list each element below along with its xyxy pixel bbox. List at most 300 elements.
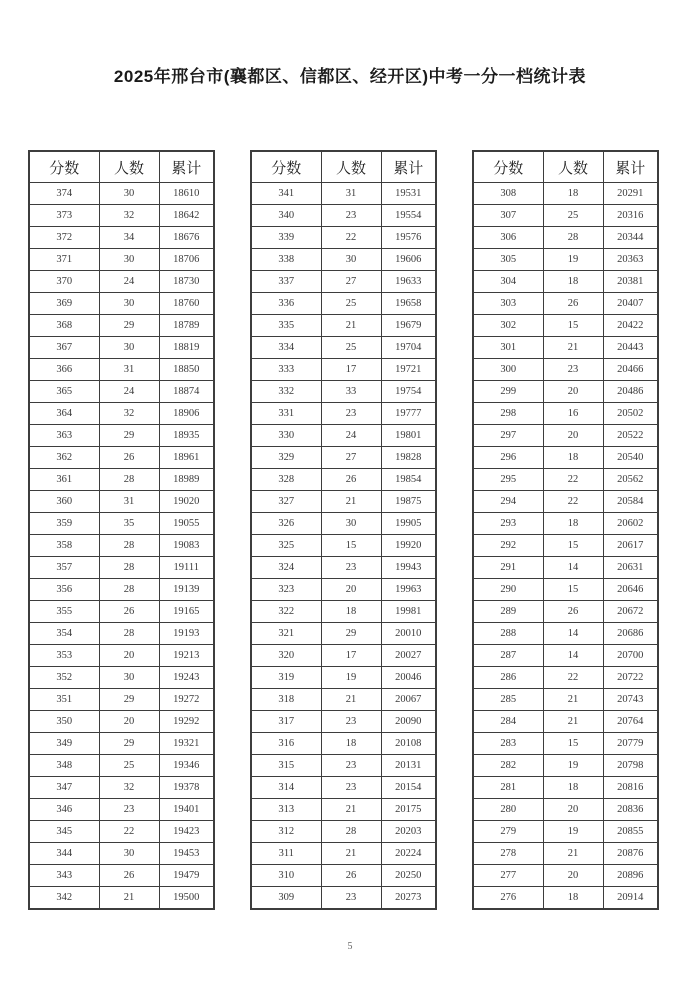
score-cell: 341 bbox=[251, 183, 321, 205]
cumulative-cell: 20422 bbox=[603, 315, 658, 337]
count-cell: 18 bbox=[543, 271, 603, 293]
score-cell: 370 bbox=[29, 271, 99, 293]
count-cell: 28 bbox=[99, 623, 159, 645]
count-cell: 19 bbox=[543, 755, 603, 777]
table-row bbox=[29, 557, 214, 579]
score-cell: 363 bbox=[29, 425, 99, 447]
cumulative-cell: 19721 bbox=[381, 359, 436, 381]
cumulative-cell: 19875 bbox=[381, 491, 436, 513]
table-row bbox=[29, 777, 214, 799]
cumulative-cell: 18789 bbox=[159, 315, 214, 337]
cumulative-cell: 20686 bbox=[603, 623, 658, 645]
table-row bbox=[29, 381, 214, 403]
table-row bbox=[473, 667, 658, 689]
cumulative-cell: 19479 bbox=[159, 865, 214, 887]
cumulative-cell: 19378 bbox=[159, 777, 214, 799]
cumulative-cell: 19346 bbox=[159, 755, 214, 777]
count-cell: 18 bbox=[321, 733, 381, 755]
count-cell: 32 bbox=[99, 403, 159, 425]
score-cell: 323 bbox=[251, 579, 321, 601]
score-cell: 327 bbox=[251, 491, 321, 513]
cumulative-cell: 19423 bbox=[159, 821, 214, 843]
cumulative-cell: 18706 bbox=[159, 249, 214, 271]
score-cell: 324 bbox=[251, 557, 321, 579]
table-row bbox=[473, 293, 658, 315]
table-row bbox=[251, 755, 436, 777]
score-cell: 355 bbox=[29, 601, 99, 623]
table-row bbox=[29, 359, 214, 381]
score-cell: 300 bbox=[473, 359, 543, 381]
table-row bbox=[473, 469, 658, 491]
cumulative-cell: 20631 bbox=[603, 557, 658, 579]
count-cell: 25 bbox=[543, 205, 603, 227]
score-cell: 333 bbox=[251, 359, 321, 381]
cumulative-cell: 20291 bbox=[603, 183, 658, 205]
table-row bbox=[473, 557, 658, 579]
count-cell: 15 bbox=[543, 733, 603, 755]
table-row bbox=[251, 887, 436, 910]
score-cell: 319 bbox=[251, 667, 321, 689]
cumulative-cell: 19055 bbox=[159, 513, 214, 535]
table-row bbox=[29, 799, 214, 821]
column-header: 累计 bbox=[159, 151, 214, 183]
table-row bbox=[29, 645, 214, 667]
count-cell: 20 bbox=[543, 425, 603, 447]
count-cell: 33 bbox=[321, 381, 381, 403]
count-cell: 19 bbox=[543, 249, 603, 271]
score-cell: 297 bbox=[473, 425, 543, 447]
table-row bbox=[251, 535, 436, 557]
table-row bbox=[251, 205, 436, 227]
page-number: 5 bbox=[347, 941, 353, 952]
table-row bbox=[473, 645, 658, 667]
count-cell: 29 bbox=[99, 425, 159, 447]
score-cell: 354 bbox=[29, 623, 99, 645]
cumulative-cell: 20273 bbox=[381, 887, 436, 910]
table-row bbox=[473, 381, 658, 403]
table-row bbox=[251, 777, 436, 799]
cumulative-cell: 19943 bbox=[381, 557, 436, 579]
table-row bbox=[29, 447, 214, 469]
count-cell: 27 bbox=[321, 271, 381, 293]
table-row bbox=[473, 755, 658, 777]
score-cell: 306 bbox=[473, 227, 543, 249]
cumulative-cell: 20522 bbox=[603, 425, 658, 447]
table-row bbox=[473, 733, 658, 755]
count-cell: 21 bbox=[543, 843, 603, 865]
cumulative-cell: 20154 bbox=[381, 777, 436, 799]
score-cell: 281 bbox=[473, 777, 543, 799]
score-cell: 342 bbox=[29, 887, 99, 910]
header-row bbox=[473, 151, 658, 183]
score-cell: 350 bbox=[29, 711, 99, 733]
header-row bbox=[29, 151, 214, 183]
table-row bbox=[29, 403, 214, 425]
cumulative-cell: 19963 bbox=[381, 579, 436, 601]
cumulative-cell: 20836 bbox=[603, 799, 658, 821]
table-row bbox=[251, 821, 436, 843]
cumulative-cell: 20344 bbox=[603, 227, 658, 249]
score-cell: 318 bbox=[251, 689, 321, 711]
count-cell: 21 bbox=[321, 799, 381, 821]
count-cell: 30 bbox=[99, 843, 159, 865]
count-cell: 30 bbox=[99, 183, 159, 205]
score-cell: 325 bbox=[251, 535, 321, 557]
table-row bbox=[251, 623, 436, 645]
cumulative-cell: 20046 bbox=[381, 667, 436, 689]
count-cell: 22 bbox=[543, 667, 603, 689]
table-row bbox=[251, 711, 436, 733]
score-cell: 291 bbox=[473, 557, 543, 579]
column-header: 人数 bbox=[321, 151, 381, 183]
count-cell: 29 bbox=[321, 623, 381, 645]
table-row bbox=[251, 865, 436, 887]
count-cell: 27 bbox=[321, 447, 381, 469]
table-row bbox=[473, 183, 658, 205]
count-cell: 26 bbox=[543, 293, 603, 315]
score-cell: 358 bbox=[29, 535, 99, 557]
count-cell: 21 bbox=[99, 887, 159, 910]
score-cell: 335 bbox=[251, 315, 321, 337]
cumulative-cell: 20646 bbox=[603, 579, 658, 601]
cumulative-cell: 20798 bbox=[603, 755, 658, 777]
score-table-middle bbox=[250, 150, 437, 910]
cumulative-cell: 19139 bbox=[159, 579, 214, 601]
count-cell: 21 bbox=[321, 843, 381, 865]
cumulative-cell: 19828 bbox=[381, 447, 436, 469]
count-cell: 21 bbox=[321, 491, 381, 513]
count-cell: 21 bbox=[543, 337, 603, 359]
cumulative-cell: 19272 bbox=[159, 689, 214, 711]
cumulative-cell: 20316 bbox=[603, 205, 658, 227]
count-cell: 23 bbox=[321, 887, 381, 910]
count-cell: 26 bbox=[99, 447, 159, 469]
table-row bbox=[473, 711, 658, 733]
cumulative-cell: 20779 bbox=[603, 733, 658, 755]
score-cell: 365 bbox=[29, 381, 99, 403]
count-cell: 18 bbox=[543, 777, 603, 799]
cumulative-cell: 19243 bbox=[159, 667, 214, 689]
table-row bbox=[251, 249, 436, 271]
count-cell: 23 bbox=[321, 777, 381, 799]
cumulative-cell: 20562 bbox=[603, 469, 658, 491]
count-cell: 26 bbox=[321, 865, 381, 887]
count-cell: 28 bbox=[99, 557, 159, 579]
score-cell: 362 bbox=[29, 447, 99, 469]
column-header: 分数 bbox=[251, 151, 321, 183]
count-cell: 15 bbox=[543, 579, 603, 601]
count-cell: 31 bbox=[99, 491, 159, 513]
score-cell: 359 bbox=[29, 513, 99, 535]
cumulative-cell: 19704 bbox=[381, 337, 436, 359]
count-cell: 23 bbox=[321, 755, 381, 777]
cumulative-cell: 20203 bbox=[381, 821, 436, 843]
count-cell: 14 bbox=[543, 623, 603, 645]
table-row bbox=[29, 733, 214, 755]
score-cell: 309 bbox=[251, 887, 321, 910]
count-cell: 14 bbox=[543, 645, 603, 667]
score-cell: 311 bbox=[251, 843, 321, 865]
table-row bbox=[251, 315, 436, 337]
table-row bbox=[251, 557, 436, 579]
cumulative-cell: 20486 bbox=[603, 381, 658, 403]
score-cell: 280 bbox=[473, 799, 543, 821]
column-header: 累计 bbox=[603, 151, 658, 183]
table-row bbox=[29, 579, 214, 601]
cumulative-cell: 20855 bbox=[603, 821, 658, 843]
count-cell: 30 bbox=[99, 667, 159, 689]
cumulative-cell: 19500 bbox=[159, 887, 214, 910]
count-cell: 18 bbox=[321, 601, 381, 623]
table-row bbox=[251, 645, 436, 667]
score-cell: 283 bbox=[473, 733, 543, 755]
table-row bbox=[29, 491, 214, 513]
table-row bbox=[29, 689, 214, 711]
table-row bbox=[251, 579, 436, 601]
score-cell: 331 bbox=[251, 403, 321, 425]
cumulative-cell: 20764 bbox=[603, 711, 658, 733]
score-cell: 288 bbox=[473, 623, 543, 645]
score-cell: 301 bbox=[473, 337, 543, 359]
score-cell: 353 bbox=[29, 645, 99, 667]
count-cell: 21 bbox=[321, 689, 381, 711]
score-cell: 349 bbox=[29, 733, 99, 755]
score-table-right bbox=[472, 150, 659, 910]
table-row bbox=[473, 513, 658, 535]
score-cell: 310 bbox=[251, 865, 321, 887]
count-cell: 23 bbox=[543, 359, 603, 381]
cumulative-cell: 20090 bbox=[381, 711, 436, 733]
score-cell: 368 bbox=[29, 315, 99, 337]
cumulative-cell: 19633 bbox=[381, 271, 436, 293]
count-cell: 22 bbox=[99, 821, 159, 843]
count-cell: 29 bbox=[99, 315, 159, 337]
count-cell: 14 bbox=[543, 557, 603, 579]
count-cell: 19 bbox=[321, 667, 381, 689]
score-cell: 339 bbox=[251, 227, 321, 249]
cumulative-cell: 20175 bbox=[381, 799, 436, 821]
table-row bbox=[473, 843, 658, 865]
score-cell: 360 bbox=[29, 491, 99, 513]
score-cell: 367 bbox=[29, 337, 99, 359]
score-cell: 292 bbox=[473, 535, 543, 557]
score-cell: 296 bbox=[473, 447, 543, 469]
cumulative-cell: 20896 bbox=[603, 865, 658, 887]
cumulative-cell: 18961 bbox=[159, 447, 214, 469]
cumulative-cell: 19920 bbox=[381, 535, 436, 557]
table-row bbox=[29, 513, 214, 535]
cumulative-cell: 20131 bbox=[381, 755, 436, 777]
cumulative-cell: 20617 bbox=[603, 535, 658, 557]
table-row bbox=[29, 711, 214, 733]
count-cell: 20 bbox=[543, 381, 603, 403]
score-cell: 289 bbox=[473, 601, 543, 623]
score-cell: 298 bbox=[473, 403, 543, 425]
score-cell: 314 bbox=[251, 777, 321, 799]
cumulative-cell: 19292 bbox=[159, 711, 214, 733]
table-row bbox=[251, 425, 436, 447]
table-row bbox=[473, 425, 658, 447]
column-header: 累计 bbox=[381, 151, 436, 183]
score-cell: 290 bbox=[473, 579, 543, 601]
cumulative-cell: 20540 bbox=[603, 447, 658, 469]
table-row bbox=[29, 293, 214, 315]
table-row bbox=[29, 183, 214, 205]
count-cell: 19 bbox=[543, 821, 603, 843]
score-cell: 364 bbox=[29, 403, 99, 425]
score-cell: 321 bbox=[251, 623, 321, 645]
table-row bbox=[473, 799, 658, 821]
cumulative-cell: 18676 bbox=[159, 227, 214, 249]
table-row bbox=[473, 205, 658, 227]
score-cell: 351 bbox=[29, 689, 99, 711]
score-cell: 317 bbox=[251, 711, 321, 733]
score-cell: 308 bbox=[473, 183, 543, 205]
count-cell: 30 bbox=[321, 513, 381, 535]
count-cell: 21 bbox=[543, 689, 603, 711]
count-cell: 24 bbox=[321, 425, 381, 447]
count-cell: 28 bbox=[321, 821, 381, 843]
count-cell: 28 bbox=[99, 579, 159, 601]
table-row bbox=[251, 271, 436, 293]
score-cell: 346 bbox=[29, 799, 99, 821]
table-row bbox=[473, 403, 658, 425]
table-row bbox=[473, 249, 658, 271]
score-cell: 340 bbox=[251, 205, 321, 227]
table-row bbox=[473, 865, 658, 887]
cumulative-cell: 19554 bbox=[381, 205, 436, 227]
score-cell: 374 bbox=[29, 183, 99, 205]
score-cell: 352 bbox=[29, 667, 99, 689]
cumulative-cell: 20722 bbox=[603, 667, 658, 689]
table-row bbox=[29, 249, 214, 271]
cumulative-cell: 18610 bbox=[159, 183, 214, 205]
count-cell: 23 bbox=[99, 799, 159, 821]
count-cell: 21 bbox=[321, 315, 381, 337]
count-cell: 22 bbox=[321, 227, 381, 249]
cumulative-cell: 18906 bbox=[159, 403, 214, 425]
score-cell: 293 bbox=[473, 513, 543, 535]
count-cell: 18 bbox=[543, 183, 603, 205]
count-cell: 30 bbox=[99, 249, 159, 271]
cumulative-cell: 18819 bbox=[159, 337, 214, 359]
score-cell: 343 bbox=[29, 865, 99, 887]
cumulative-cell: 19754 bbox=[381, 381, 436, 403]
table-row bbox=[29, 535, 214, 557]
table-row bbox=[251, 469, 436, 491]
column-header: 人数 bbox=[99, 151, 159, 183]
table-row bbox=[251, 381, 436, 403]
score-cell: 278 bbox=[473, 843, 543, 865]
count-cell: 15 bbox=[543, 315, 603, 337]
cumulative-cell: 20700 bbox=[603, 645, 658, 667]
cumulative-cell: 20602 bbox=[603, 513, 658, 535]
score-cell: 299 bbox=[473, 381, 543, 403]
cumulative-cell: 20672 bbox=[603, 601, 658, 623]
count-cell: 15 bbox=[543, 535, 603, 557]
table-row bbox=[473, 337, 658, 359]
header-row bbox=[251, 151, 436, 183]
cumulative-cell: 19777 bbox=[381, 403, 436, 425]
cumulative-cell: 20224 bbox=[381, 843, 436, 865]
score-cell: 328 bbox=[251, 469, 321, 491]
cumulative-cell: 19111 bbox=[159, 557, 214, 579]
count-cell: 30 bbox=[99, 337, 159, 359]
score-cell: 303 bbox=[473, 293, 543, 315]
count-cell: 17 bbox=[321, 359, 381, 381]
score-cell: 356 bbox=[29, 579, 99, 601]
score-cell: 348 bbox=[29, 755, 99, 777]
count-cell: 31 bbox=[321, 183, 381, 205]
cumulative-cell: 20363 bbox=[603, 249, 658, 271]
count-cell: 26 bbox=[99, 865, 159, 887]
cumulative-cell: 20010 bbox=[381, 623, 436, 645]
count-cell: 26 bbox=[543, 601, 603, 623]
cumulative-cell: 19020 bbox=[159, 491, 214, 513]
count-cell: 35 bbox=[99, 513, 159, 535]
count-cell: 22 bbox=[543, 491, 603, 513]
count-cell: 20 bbox=[543, 799, 603, 821]
score-cell: 347 bbox=[29, 777, 99, 799]
score-cell: 372 bbox=[29, 227, 99, 249]
cumulative-cell: 20381 bbox=[603, 271, 658, 293]
table-row bbox=[29, 227, 214, 249]
table-row bbox=[473, 271, 658, 293]
table-row bbox=[473, 887, 658, 910]
page-title: 2025年邢台市(襄都区、信都区、经开区)中考一分一档统计表 bbox=[113, 67, 587, 86]
score-cell: 282 bbox=[473, 755, 543, 777]
score-cell: 371 bbox=[29, 249, 99, 271]
cumulative-cell: 20914 bbox=[603, 887, 658, 910]
table-row bbox=[251, 513, 436, 535]
table-row bbox=[251, 293, 436, 315]
count-cell: 20 bbox=[99, 645, 159, 667]
score-cell: 276 bbox=[473, 887, 543, 910]
count-cell: 28 bbox=[99, 469, 159, 491]
table-row bbox=[29, 755, 214, 777]
score-cell: 345 bbox=[29, 821, 99, 843]
table-row bbox=[251, 227, 436, 249]
count-cell: 25 bbox=[321, 337, 381, 359]
score-cell: 361 bbox=[29, 469, 99, 491]
cumulative-cell: 20250 bbox=[381, 865, 436, 887]
score-cell: 284 bbox=[473, 711, 543, 733]
count-cell: 32 bbox=[99, 777, 159, 799]
score-cell: 322 bbox=[251, 601, 321, 623]
table-row bbox=[251, 183, 436, 205]
score-cell: 277 bbox=[473, 865, 543, 887]
cumulative-cell: 19193 bbox=[159, 623, 214, 645]
score-cell: 357 bbox=[29, 557, 99, 579]
score-cell: 285 bbox=[473, 689, 543, 711]
table-row bbox=[29, 271, 214, 293]
cumulative-cell: 18642 bbox=[159, 205, 214, 227]
cumulative-cell: 18850 bbox=[159, 359, 214, 381]
table-row bbox=[473, 315, 658, 337]
score-cell: 326 bbox=[251, 513, 321, 535]
table-row bbox=[29, 843, 214, 865]
score-cell: 295 bbox=[473, 469, 543, 491]
score-cell: 336 bbox=[251, 293, 321, 315]
table-row bbox=[251, 359, 436, 381]
table-row bbox=[29, 469, 214, 491]
table-row bbox=[251, 689, 436, 711]
cumulative-cell: 20584 bbox=[603, 491, 658, 513]
score-cell: 369 bbox=[29, 293, 99, 315]
count-cell: 29 bbox=[99, 689, 159, 711]
score-cell: 329 bbox=[251, 447, 321, 469]
score-cell: 294 bbox=[473, 491, 543, 513]
